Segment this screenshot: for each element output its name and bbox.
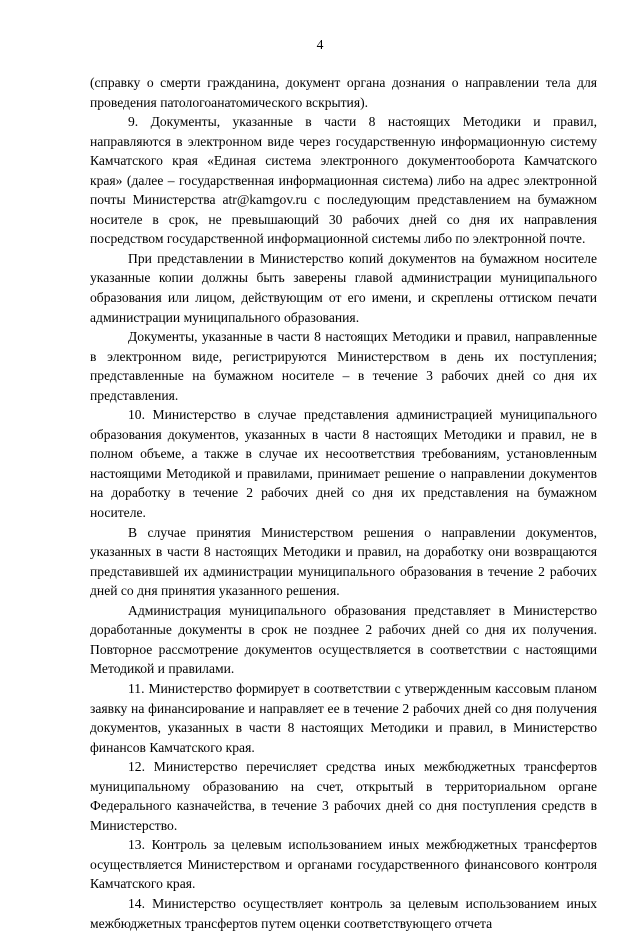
paragraph-10-revision: 10. Министерство в случае представления администрацией муниципального образования документов, указанных в части 8 настоящих Методики и правил, не в полном объеме, а также в случае их несоответствия требованиям, установленным настоящими Методикой и правилами, принимает решение о направлении документов на доработку в течение 2 рабочих дней со дня их представления на бумажном носителе. <box>90 407 597 521</box>
paragraph-14-monitoring: 14. Министерство осуществляет контроль за целевым использованием иных межбюджетных трансфертов путем оценки соответствующего отчета <box>90 895 597 931</box>
paragraph-resubmission: Администрация муниципального образования представляет в Министерство доработанные документы в срок не позднее 2 рабочих дней со дня их получения. Повторное рассмотрение документов осуществляется в соответствии с настоящими Методикой и правилами. <box>90 602 597 677</box>
paragraph-12-transfer: 12. Министерство перечисляет средства иных межбюджетных трансфертов муниципальному образованию на счет, открытый в территориальном органе Федерального казначейства, в течение 3 рабочих дней со дня поступления средств в Министерство. <box>90 759 597 833</box>
paragraph-return-documents: В случае принятия Министерством решения о направлении документов, указанных в части 8 настоящих Методики и правил, на доработку они возвращаются представившей их администрации муниципального образования в течение 2 рабочих дней со дня принятия указанного решения. <box>90 524 597 599</box>
paragraph-9-submission: 9. Документы, указанные в части 8 настоящих Методики и правил, направляются в электронном виде через государственную информационную систему Камчатского края «Единая система электронного документооборота Камчатского края» (далее – государственная информационная система) либо на адрес электронной почты Министерства atr@kamgov.ru с последующим представлением на бумажном носителе в срок, не превышающий 30 рабочих дней со дня их направления посредством государственной информационной системы либо по электронной почте. <box>90 114 597 247</box>
paragraph-paper-copies: При представлении в Министерство копий документов на бумажном носителе указанные копии должны быть заверены главой администрации муниципального образования или лицом, действующим от его имени, и скреплены оттиском печати администрации муниципального образования. <box>90 250 597 325</box>
paragraph-registration: Документы, указанные в части 8 настоящих Методики и правил, направленные в электронном виде, регистрируются Министерством в день их поступления; представленные на бумажном носителе – в течение 3 рабочих дней со дня их представления. <box>90 329 597 403</box>
paragraph-continuation: (справку о смерти гражданина, документ органа дознания о направлении тела для проведения патологоанатомического вскрытия). <box>90 75 597 110</box>
paragraph-11-funding-request: 11. Министерство формирует в соответствии с утвержденным кассовым планом заявку на финансирование и направляет ее в течение 2 рабочих дней со дня получения документов, указанных в части 8 настоящих Методики и правил, в Министерство финансов Камчатского края. <box>90 680 597 755</box>
paragraph-13-control: 13. Контроль за целевым использованием иных межбюджетных трансфертов осуществляется Министерством и органами государственного финансового контроля Камчатского края. <box>90 837 597 892</box>
document-body <box>90 73 597 933</box>
page-number: 4 <box>316 37 324 52</box>
